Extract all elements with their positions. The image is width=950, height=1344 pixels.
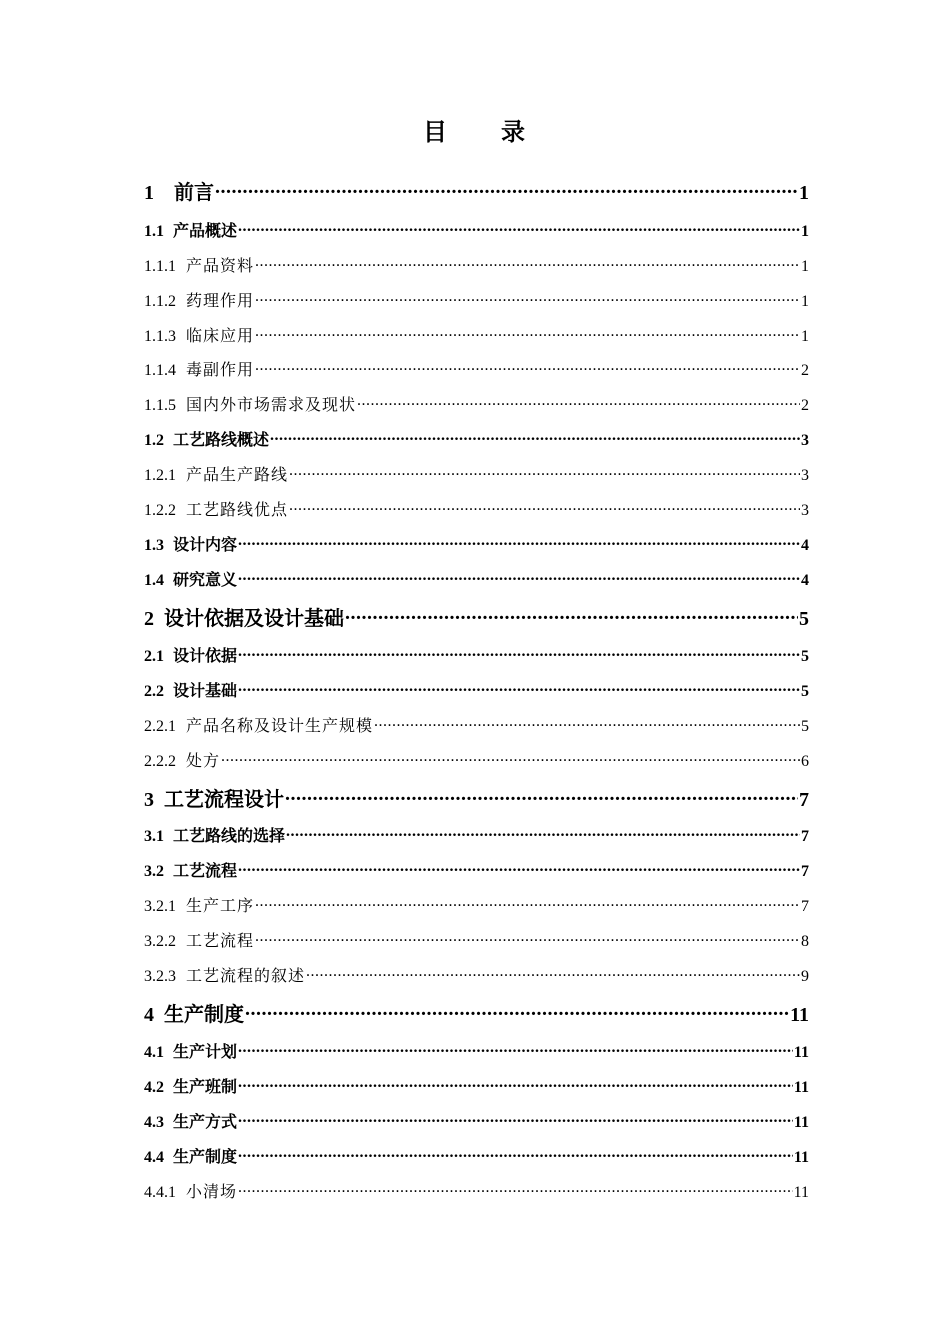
toc-entry-number: 1.2.1 bbox=[144, 467, 176, 484]
toc-dot-leader bbox=[238, 645, 800, 661]
toc-entry-label: 工艺路线概述 bbox=[173, 432, 270, 449]
toc-entry[interactable] bbox=[144, 963, 809, 986]
toc-entry-label: 生产制度 bbox=[164, 1004, 244, 1026]
toc-entry-label: 产品概述 bbox=[173, 223, 238, 240]
toc-entry-number: 1.2.2 bbox=[144, 502, 176, 519]
toc-dot-leader bbox=[238, 534, 800, 550]
toc-entry-page-number: 2 bbox=[801, 397, 809, 414]
toc-entry-label: 工艺流程设计 bbox=[164, 789, 284, 811]
toc-entry-label: 处方 bbox=[186, 753, 221, 770]
toc-entry-number: 4.2 bbox=[144, 1079, 164, 1096]
toc-entry-number: 1.1.5 bbox=[144, 397, 176, 414]
toc-entry-page-number: 11 bbox=[793, 1149, 809, 1166]
toc-entry-page-number: 9 bbox=[801, 968, 809, 985]
toc-entry-number: 2.1 bbox=[144, 648, 164, 665]
toc-entry[interactable] bbox=[144, 1179, 809, 1202]
toc-entry[interactable] bbox=[144, 928, 809, 951]
toc-entry-label: 毒副作用 bbox=[186, 362, 255, 379]
toc-dot-leader bbox=[238, 1146, 793, 1162]
toc-entry[interactable] bbox=[144, 678, 809, 701]
toc-entry-label: 生产工序 bbox=[186, 898, 255, 915]
toc-entry[interactable] bbox=[144, 1039, 809, 1062]
toc-entry-label: 设计依据 bbox=[173, 648, 238, 665]
toc-entry-label: 工艺流程 bbox=[173, 863, 238, 880]
toc-entry-label: 生产计划 bbox=[173, 1044, 238, 1061]
toc-entry-page-number: 2 bbox=[801, 362, 809, 379]
toc-entry-label: 工艺流程 bbox=[186, 933, 255, 950]
toc-entry-number: 2 bbox=[144, 608, 154, 630]
toc-entry-label: 产品名称及设计生产规模 bbox=[186, 718, 374, 735]
toc-entry-number: 4.1 bbox=[144, 1044, 164, 1061]
toc-entry-number: 3.2 bbox=[144, 863, 164, 880]
toc-entry-number: 2.2.2 bbox=[144, 753, 176, 770]
toc-entry-label: 生产制度 bbox=[173, 1149, 238, 1166]
toc-entry[interactable] bbox=[144, 1144, 809, 1167]
toc-dot-leader bbox=[255, 359, 800, 375]
toc-entry-page-number: 1 bbox=[801, 223, 809, 240]
toc-entry-label: 临床应用 bbox=[186, 328, 255, 345]
toc-entry[interactable] bbox=[144, 823, 809, 846]
toc-entry-page-number: 11 bbox=[793, 1079, 809, 1096]
toc-entry[interactable] bbox=[144, 1074, 809, 1097]
toc-entry-label: 前言 bbox=[174, 182, 214, 204]
toc-entry-number: 4.4 bbox=[144, 1149, 164, 1166]
toc-title-char-2: 录 bbox=[501, 120, 527, 146]
toc-entry[interactable] bbox=[144, 462, 809, 485]
toc-entry-page-number: 4 bbox=[801, 537, 809, 554]
toc-dot-leader bbox=[270, 429, 800, 445]
toc-dot-leader bbox=[255, 325, 800, 341]
toc-dot-leader bbox=[357, 394, 800, 410]
toc-dot-leader bbox=[255, 895, 800, 911]
toc-dot-leader bbox=[238, 220, 800, 236]
toc-entry[interactable] bbox=[144, 176, 809, 205]
toc-entry-page-number: 6 bbox=[801, 753, 809, 770]
toc-entry-label: 工艺流程的叙述 bbox=[186, 968, 306, 985]
toc-entry-number: 3.2.1 bbox=[144, 898, 176, 915]
toc-dot-leader bbox=[345, 605, 798, 625]
toc-entry[interactable] bbox=[144, 713, 809, 736]
toc-entry[interactable] bbox=[144, 567, 809, 590]
toc-entry-number: 1.1.2 bbox=[144, 293, 176, 310]
toc-entry-page-number: 7 bbox=[801, 863, 809, 880]
toc-entry-label: 研究意义 bbox=[173, 572, 238, 589]
toc-entry-number: 2.2.1 bbox=[144, 718, 176, 735]
toc-entry[interactable] bbox=[144, 218, 809, 241]
toc-dot-leader bbox=[238, 1111, 793, 1127]
toc-entry-number: 4 bbox=[144, 1004, 154, 1026]
toc-entry-label: 小清场 bbox=[186, 1184, 238, 1201]
toc-entry[interactable] bbox=[144, 748, 809, 771]
toc-entry-page-number: 7 bbox=[801, 898, 809, 915]
toc-entry-label: 药理作用 bbox=[186, 293, 255, 310]
toc-dot-leader bbox=[286, 825, 800, 841]
toc-entry-label: 工艺路线的选择 bbox=[173, 828, 286, 845]
toc-entry[interactable] bbox=[144, 1109, 809, 1132]
toc-dot-leader bbox=[215, 179, 798, 199]
toc-entry-number: 3 bbox=[144, 789, 154, 811]
toc-entry[interactable] bbox=[144, 427, 809, 450]
toc-dot-leader bbox=[245, 1001, 789, 1021]
toc-entry-number: 3.1 bbox=[144, 828, 164, 845]
toc-entry-page-number: 1 bbox=[801, 293, 809, 310]
toc-entry-number: 3.2.2 bbox=[144, 933, 176, 950]
toc-entry[interactable] bbox=[144, 643, 809, 666]
toc-entry-number: 1.1.1 bbox=[144, 258, 176, 275]
toc-dot-leader bbox=[306, 965, 800, 981]
toc-dot-leader bbox=[255, 255, 800, 271]
toc-entry[interactable] bbox=[144, 288, 809, 311]
toc-entry-label: 设计基础 bbox=[173, 683, 238, 700]
toc-entry-page-number: 3 bbox=[801, 502, 809, 519]
toc-entry-page-number: 8 bbox=[801, 933, 809, 950]
toc-entry-number: 1 bbox=[144, 182, 154, 204]
toc-entry-number: 1.2 bbox=[144, 432, 164, 449]
toc-entry-label: 产品资料 bbox=[186, 258, 255, 275]
toc-title bbox=[0, 112, 950, 147]
toc-entry-number: 4.3 bbox=[144, 1114, 164, 1131]
toc-entry-page-number: 5 bbox=[801, 718, 809, 735]
toc-entry[interactable] bbox=[144, 253, 809, 276]
toc-entry-label: 设计依据及设计基础 bbox=[164, 608, 344, 630]
toc-dot-leader bbox=[238, 1041, 793, 1057]
toc-dot-leader bbox=[238, 569, 800, 585]
toc-title-char-1: 目 bbox=[423, 120, 449, 146]
toc-entry-page-number: 5 bbox=[801, 683, 809, 700]
toc-dot-leader bbox=[285, 786, 798, 806]
toc-entry-page-number: 1 bbox=[801, 328, 809, 345]
toc-dot-leader bbox=[255, 930, 800, 946]
toc-entry-label: 国内外市场需求及现状 bbox=[186, 397, 357, 414]
toc-entry[interactable] bbox=[144, 602, 809, 631]
toc-entry-page-number: 1 bbox=[799, 182, 809, 204]
toc-entry-page-number: 7 bbox=[801, 828, 809, 845]
toc-entry[interactable] bbox=[144, 858, 809, 881]
toc-entry-page-number: 11 bbox=[790, 1004, 809, 1026]
toc-entry-number: 1.1.3 bbox=[144, 328, 176, 345]
toc-entry-number: 4.4.1 bbox=[144, 1184, 176, 1201]
toc-dot-leader bbox=[238, 680, 800, 696]
toc-dot-leader bbox=[221, 750, 800, 766]
toc-entry-number: 3.2.3 bbox=[144, 968, 176, 985]
toc-entry-page-number: 4 bbox=[801, 572, 809, 589]
toc-entry-page-number: 11 bbox=[793, 1184, 809, 1201]
toc-entry-page-number: 5 bbox=[799, 608, 809, 630]
toc-entry-number: 1.4 bbox=[144, 572, 164, 589]
toc-entry-page-number: 1 bbox=[801, 258, 809, 275]
toc-entry-number: 1.3 bbox=[144, 537, 164, 554]
toc-dot-leader bbox=[238, 860, 800, 876]
toc-entry-number: 2.2 bbox=[144, 683, 164, 700]
toc-entry[interactable] bbox=[144, 497, 809, 520]
toc-dot-leader bbox=[374, 715, 800, 731]
toc-entry-page-number: 3 bbox=[801, 467, 809, 484]
toc-entry-label: 产品生产路线 bbox=[186, 467, 289, 484]
toc-entry[interactable] bbox=[144, 998, 809, 1027]
toc-entry[interactable] bbox=[144, 893, 809, 916]
toc-entry[interactable] bbox=[144, 323, 809, 346]
toc-entry-page-number: 5 bbox=[801, 648, 809, 665]
toc-entry[interactable] bbox=[144, 392, 809, 415]
toc-dot-leader bbox=[238, 1181, 793, 1197]
toc-dot-leader bbox=[289, 499, 800, 515]
toc-entry-label: 生产方式 bbox=[173, 1114, 238, 1131]
toc-entry-page-number: 3 bbox=[801, 432, 809, 449]
toc-entry-label: 工艺路线优点 bbox=[186, 502, 289, 519]
toc-entry-number: 1.1 bbox=[144, 223, 164, 240]
toc-entry[interactable] bbox=[144, 783, 809, 812]
toc-entry-number: 1.1.4 bbox=[144, 362, 176, 379]
toc-dot-leader bbox=[289, 464, 800, 480]
toc-dot-leader bbox=[238, 1076, 793, 1092]
toc-entry-page-number: 11 bbox=[793, 1114, 809, 1131]
toc-entry-page-number: 11 bbox=[793, 1044, 809, 1061]
toc-entry-label: 生产班制 bbox=[173, 1079, 238, 1096]
toc-entry-page-number: 7 bbox=[799, 789, 809, 811]
toc-dot-leader bbox=[255, 290, 800, 306]
toc-entry[interactable] bbox=[144, 357, 809, 380]
toc-entry-label: 设计内容 bbox=[173, 537, 238, 554]
toc-entry[interactable] bbox=[144, 532, 809, 555]
